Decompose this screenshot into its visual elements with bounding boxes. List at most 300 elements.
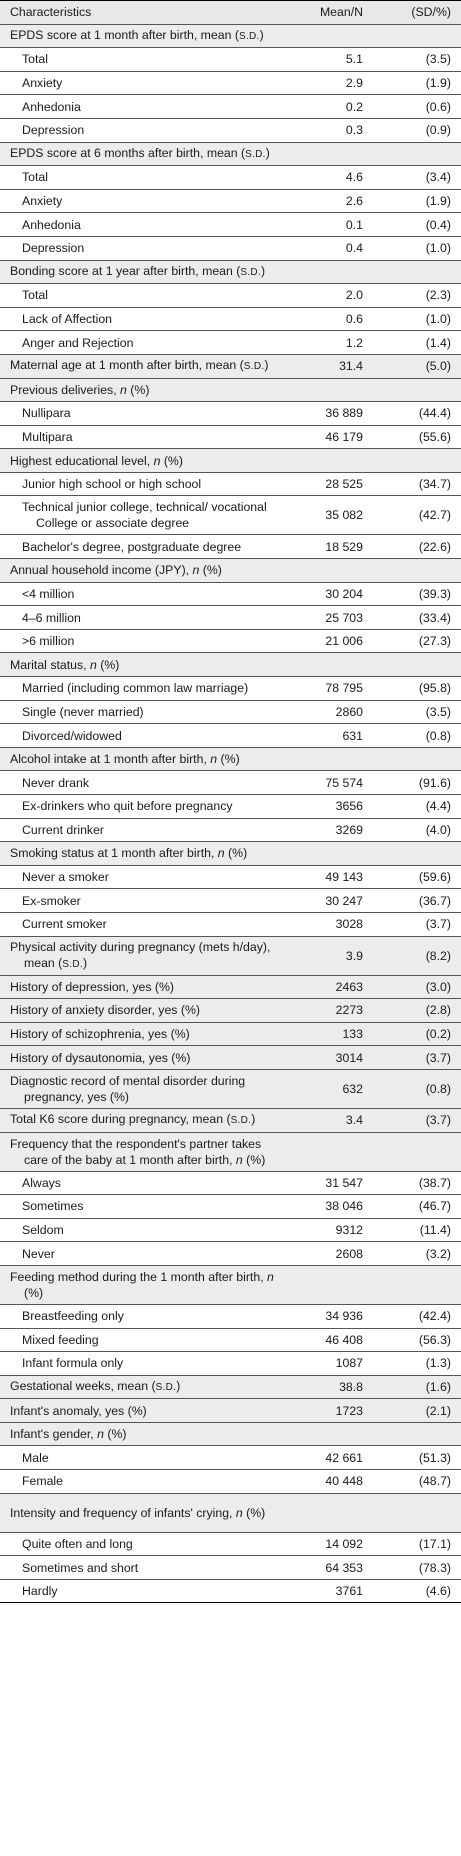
row-sd-percent <box>373 449 461 473</box>
row-mean-n: 25 703 <box>282 606 373 630</box>
row-mean-n <box>282 378 373 402</box>
row-label-text: History of depression, yes (%) <box>10 979 175 994</box>
row-label <box>0 1579 282 1603</box>
table-row <box>0 472 461 496</box>
row-sd-percent: (78.3) <box>373 1556 461 1580</box>
header-sd-percent: (SD/%) <box>373 1 461 25</box>
row-mean-n: 46 179 <box>282 425 373 449</box>
table-row <box>0 606 461 630</box>
row-label-text: Female <box>22 1474 64 1489</box>
row-label-text: Quite often and long <box>22 1536 133 1551</box>
row-label-text: Breastfeeding only <box>22 1309 124 1324</box>
row-label-text: Married (including common law marriage) <box>22 681 249 696</box>
row-sd-percent: (42.7) <box>373 496 461 535</box>
row-mean-n: 0.6 <box>282 307 373 331</box>
row-mean-n: 0.3 <box>282 118 373 142</box>
row-label-text: Depression <box>22 123 85 138</box>
table-row <box>0 166 461 190</box>
row-mean-n <box>282 653 373 677</box>
table-group-row <box>0 354 461 378</box>
row-label-text: Seldom <box>22 1223 64 1238</box>
row-label-text: Total <box>22 288 48 303</box>
row-mean-n: 3269 <box>282 818 373 842</box>
row-mean-n <box>282 1132 373 1171</box>
row-label-text: Maternal age at 1 month after birth, mean (S.D.) <box>10 358 269 373</box>
table-row <box>0 677 461 701</box>
row-label-text: 4–6 million <box>22 610 81 625</box>
row-sd-percent <box>373 842 461 866</box>
row-label-text: Always <box>22 1175 61 1190</box>
row-sd-percent: (5.0) <box>373 354 461 378</box>
table-row <box>0 331 461 355</box>
row-mean-n: 1.2 <box>282 331 373 355</box>
row-label-text: Never a smoker <box>22 870 109 885</box>
row-sd-percent: (0.9) <box>373 118 461 142</box>
table-group-row <box>0 747 461 771</box>
row-sd-percent: (48.7) <box>373 1470 461 1494</box>
row-mean-n: 3.9 <box>282 936 373 975</box>
row-mean-n: 1087 <box>282 1352 373 1376</box>
row-label <box>0 1422 282 1446</box>
row-sd-percent: (1.0) <box>373 236 461 260</box>
table-row <box>0 1470 461 1494</box>
row-label <box>0 1132 282 1171</box>
table-row <box>0 71 461 95</box>
row-label-text: Ex-drinkers who quit before pregnancy <box>22 799 233 814</box>
table-group-row <box>0 1108 461 1132</box>
row-label <box>0 331 282 355</box>
row-label <box>0 142 282 166</box>
row-label <box>0 1218 282 1242</box>
row-label <box>0 865 282 889</box>
row-label-text: Total <box>22 52 48 67</box>
row-mean-n: 31 547 <box>282 1171 373 1195</box>
row-sd-percent <box>373 559 461 583</box>
header-characteristics: Characteristics <box>0 1 282 25</box>
row-mean-n <box>282 24 373 48</box>
row-mean-n: 42 661 <box>282 1446 373 1470</box>
row-sd-percent <box>373 1493 461 1532</box>
row-label-text: EPDS score at 1 month after birth, mean (S.D.) <box>10 27 264 42</box>
table-row <box>0 700 461 724</box>
row-label-text: Anger and Rejection <box>22 335 134 350</box>
row-mean-n: 3761 <box>282 1579 373 1603</box>
row-mean-n: 5.1 <box>282 48 373 72</box>
row-sd-percent: (2.8) <box>373 999 461 1023</box>
row-label <box>0 1556 282 1580</box>
row-sd-percent: (3.4) <box>373 166 461 190</box>
row-mean-n: 0.2 <box>282 95 373 119</box>
table-group-row <box>0 449 461 473</box>
row-mean-n: 2.6 <box>282 189 373 213</box>
row-sd-percent <box>373 747 461 771</box>
row-mean-n <box>282 260 373 284</box>
row-mean-n: 78 795 <box>282 677 373 701</box>
row-label-text: Current smoker <box>22 917 107 932</box>
row-label-text: Mixed feeding <box>22 1332 99 1347</box>
row-label <box>0 1265 282 1304</box>
table-group-row <box>0 142 461 166</box>
row-sd-percent: (55.6) <box>373 425 461 449</box>
row-label-text: Previous deliveries, n (%) <box>10 382 150 397</box>
row-label-text: Male <box>22 1450 49 1465</box>
row-label <box>0 307 282 331</box>
table-row <box>0 582 461 606</box>
row-sd-percent: (0.2) <box>373 1022 461 1046</box>
row-label <box>0 912 282 936</box>
row-label-text: Marital status, n (%) <box>10 657 120 672</box>
table-group-row <box>0 936 461 975</box>
row-sd-percent: (3.7) <box>373 1108 461 1132</box>
row-sd-percent: (4.4) <box>373 795 461 819</box>
table-row <box>0 213 461 237</box>
row-label <box>0 936 282 975</box>
row-mean-n: 0.1 <box>282 213 373 237</box>
row-sd-percent: (44.4) <box>373 402 461 426</box>
row-label <box>0 535 282 559</box>
row-label <box>0 1171 282 1195</box>
row-sd-percent: (17.1) <box>373 1532 461 1556</box>
row-mean-n: 64 353 <box>282 1556 373 1580</box>
row-label-text: Current drinker <box>22 822 105 837</box>
row-sd-percent <box>373 24 461 48</box>
row-mean-n: 2860 <box>282 700 373 724</box>
row-label-text: Never drank <box>22 775 89 790</box>
table-row <box>0 307 461 331</box>
row-sd-percent: (3.5) <box>373 700 461 724</box>
row-sd-percent: (51.3) <box>373 1446 461 1470</box>
row-label <box>0 95 282 119</box>
row-label <box>0 582 282 606</box>
row-mean-n: 49 143 <box>282 865 373 889</box>
row-label <box>0 472 282 496</box>
row-label <box>0 1446 282 1470</box>
table-group-row <box>0 260 461 284</box>
table-row <box>0 535 461 559</box>
row-label-text: <4 million <box>22 586 75 601</box>
table-row <box>0 236 461 260</box>
row-label <box>0 842 282 866</box>
row-sd-percent: (1.4) <box>373 331 461 355</box>
row-mean-n: 36 889 <box>282 402 373 426</box>
row-label-text: Bonding score at 1 year after birth, mean (S.D.) <box>10 263 266 278</box>
row-sd-percent: (36.7) <box>373 889 461 913</box>
row-label <box>0 724 282 748</box>
table-row <box>0 95 461 119</box>
row-sd-percent <box>373 378 461 402</box>
row-label-text: Junior high school or high school <box>22 477 202 492</box>
row-sd-percent: (1.0) <box>373 307 461 331</box>
row-label <box>0 48 282 72</box>
row-sd-percent: (59.6) <box>373 865 461 889</box>
row-label-text: Feeding method during the 1 month after birth, n (%) <box>10 1269 274 1300</box>
row-sd-percent: (22.6) <box>373 535 461 559</box>
row-sd-percent: (42.4) <box>373 1304 461 1328</box>
row-label <box>0 1195 282 1219</box>
row-label-text: >6 million <box>22 634 75 649</box>
table-row <box>0 402 461 426</box>
table-row <box>0 818 461 842</box>
table-row <box>0 1556 461 1580</box>
table-row <box>0 1352 461 1376</box>
row-label <box>0 496 282 535</box>
table-row <box>0 284 461 308</box>
row-label-text: Ex-smoker <box>22 893 81 908</box>
row-label <box>0 1022 282 1046</box>
row-label-text: Technical junior college, technical/ vocational College or associate degree <box>22 500 267 531</box>
table-group-row <box>0 1422 461 1446</box>
row-label-text: Anhedonia <box>22 99 81 114</box>
row-sd-percent <box>373 1132 461 1171</box>
row-mean-n <box>282 1422 373 1446</box>
table-group-row <box>0 1046 461 1070</box>
row-sd-percent: (91.6) <box>373 771 461 795</box>
row-label <box>0 1352 282 1376</box>
row-sd-percent: (1.9) <box>373 71 461 95</box>
row-label <box>0 747 282 771</box>
row-sd-percent: (3.0) <box>373 975 461 999</box>
row-mean-n: 40 448 <box>282 1470 373 1494</box>
row-label-text: Nullipara <box>22 406 71 421</box>
table-row <box>0 912 461 936</box>
row-label-text: Annual household income (JPY), n (%) <box>10 563 222 578</box>
row-mean-n: 38.8 <box>282 1375 373 1399</box>
table-group-row <box>0 1022 461 1046</box>
row-label <box>0 1375 282 1399</box>
row-sd-percent <box>373 1265 461 1304</box>
row-label <box>0 795 282 819</box>
row-label-text: Total <box>22 170 48 185</box>
row-sd-percent: (39.3) <box>373 582 461 606</box>
row-sd-percent: (3.7) <box>373 1046 461 1070</box>
table-header-row <box>0 1 461 25</box>
row-sd-percent: (1.3) <box>373 1352 461 1376</box>
row-mean-n <box>282 1493 373 1532</box>
row-sd-percent <box>373 653 461 677</box>
table-group-row <box>0 1069 461 1108</box>
row-mean-n: 21 006 <box>282 629 373 653</box>
row-label <box>0 1108 282 1132</box>
row-label <box>0 1304 282 1328</box>
row-mean-n: 133 <box>282 1022 373 1046</box>
row-sd-percent: (0.8) <box>373 1069 461 1108</box>
table-row <box>0 1195 461 1219</box>
row-label <box>0 1069 282 1108</box>
row-mean-n <box>282 842 373 866</box>
row-label-text: Infant's gender, n (%) <box>10 1427 127 1442</box>
row-mean-n: 18 529 <box>282 535 373 559</box>
table-row <box>0 889 461 913</box>
row-sd-percent: (4.6) <box>373 1579 461 1603</box>
table-group-row <box>0 559 461 583</box>
row-mean-n: 46 408 <box>282 1328 373 1352</box>
row-label-text: Anxiety <box>22 76 63 91</box>
table-group-row <box>0 842 461 866</box>
row-label <box>0 1242 282 1266</box>
header-mean-n: Mean/N <box>282 1 373 25</box>
row-label <box>0 284 282 308</box>
row-label-text: Sometimes and short <box>22 1560 139 1575</box>
row-mean-n: 75 574 <box>282 771 373 795</box>
row-label-text: Never <box>22 1246 55 1261</box>
row-label-text: Divorced/widowed <box>22 728 122 743</box>
row-label <box>0 189 282 213</box>
row-sd-percent: (38.7) <box>373 1171 461 1195</box>
table-body <box>0 24 461 1603</box>
row-label <box>0 402 282 426</box>
row-sd-percent: (4.0) <box>373 818 461 842</box>
row-label <box>0 71 282 95</box>
row-sd-percent: (1.6) <box>373 1375 461 1399</box>
row-mean-n: 14 092 <box>282 1532 373 1556</box>
row-label <box>0 700 282 724</box>
row-sd-percent: (33.4) <box>373 606 461 630</box>
row-sd-percent <box>373 1422 461 1446</box>
row-label-text: Hardly <box>22 1584 58 1599</box>
row-label <box>0 354 282 378</box>
row-label-text: Lack of Affection <box>22 312 113 327</box>
table-row <box>0 48 461 72</box>
row-label <box>0 449 282 473</box>
row-mean-n: 632 <box>282 1069 373 1108</box>
table-row <box>0 1304 461 1328</box>
row-mean-n: 0.4 <box>282 236 373 260</box>
row-label <box>0 118 282 142</box>
row-mean-n: 3656 <box>282 795 373 819</box>
row-label <box>0 1399 282 1423</box>
row-label-text: Bachelor's degree, postgraduate degree <box>22 539 242 554</box>
row-sd-percent: (0.4) <box>373 213 461 237</box>
row-mean-n: 3028 <box>282 912 373 936</box>
table-group-row <box>0 1265 461 1304</box>
row-sd-percent: (3.5) <box>373 48 461 72</box>
row-mean-n: 4.6 <box>282 166 373 190</box>
row-sd-percent: (0.6) <box>373 95 461 119</box>
row-label <box>0 1046 282 1070</box>
row-label <box>0 425 282 449</box>
row-sd-percent: (3.7) <box>373 912 461 936</box>
row-label-text: Infant formula only <box>22 1356 124 1371</box>
row-label-text: Gestational weeks, mean (S.D.) <box>10 1378 181 1393</box>
row-label <box>0 1328 282 1352</box>
table-row <box>0 1579 461 1603</box>
row-label <box>0 24 282 48</box>
row-sd-percent <box>373 260 461 284</box>
table-group-row <box>0 1375 461 1399</box>
row-mean-n: 35 082 <box>282 496 373 535</box>
row-label-text: Depression <box>22 241 85 256</box>
row-label <box>0 559 282 583</box>
row-label <box>0 771 282 795</box>
row-mean-n: 2273 <box>282 999 373 1023</box>
row-label-text: Single (never married) <box>22 704 144 719</box>
row-sd-percent: (1.9) <box>373 189 461 213</box>
row-label <box>0 677 282 701</box>
row-mean-n: 30 247 <box>282 889 373 913</box>
row-mean-n: 9312 <box>282 1218 373 1242</box>
row-label <box>0 213 282 237</box>
row-mean-n <box>282 1265 373 1304</box>
table-row <box>0 865 461 889</box>
row-mean-n: 34 936 <box>282 1304 373 1328</box>
row-mean-n: 28 525 <box>282 472 373 496</box>
row-label <box>0 236 282 260</box>
row-mean-n <box>282 559 373 583</box>
row-label <box>0 889 282 913</box>
table-group-row <box>0 378 461 402</box>
row-sd-percent: (27.3) <box>373 629 461 653</box>
row-label <box>0 1532 282 1556</box>
table-row <box>0 724 461 748</box>
row-mean-n: 3.4 <box>282 1108 373 1132</box>
row-label <box>0 975 282 999</box>
table-row <box>0 496 461 535</box>
row-sd-percent: (3.2) <box>373 1242 461 1266</box>
row-mean-n: 38 046 <box>282 1195 373 1219</box>
row-sd-percent: (0.8) <box>373 724 461 748</box>
row-label <box>0 818 282 842</box>
row-label <box>0 653 282 677</box>
row-label-text: Highest educational level, n (%) <box>10 453 183 468</box>
table-group-row <box>0 1493 461 1532</box>
table-row <box>0 629 461 653</box>
row-sd-percent <box>373 142 461 166</box>
row-label-text: Smoking status at 1 month after birth, n (%) <box>10 846 248 861</box>
row-label-text: Total K6 score during pregnancy, mean (S.D.) <box>10 1112 256 1127</box>
table-group-row <box>0 1399 461 1423</box>
row-label-text: EPDS score at 6 months after birth, mean (S.D.) <box>10 145 270 160</box>
row-label-text: Intensity and frequency of infants' crying, n (%) <box>10 1505 266 1520</box>
row-sd-percent: (2.1) <box>373 1399 461 1423</box>
table-group-row <box>0 975 461 999</box>
row-label <box>0 378 282 402</box>
row-sd-percent: (46.7) <box>373 1195 461 1219</box>
row-label-text: Multipara <box>22 429 73 444</box>
row-label <box>0 1493 282 1532</box>
row-mean-n: 2608 <box>282 1242 373 1266</box>
row-mean-n: 2.9 <box>282 71 373 95</box>
table-group-row <box>0 999 461 1023</box>
table-row <box>0 425 461 449</box>
table-row <box>0 1532 461 1556</box>
row-mean-n: 1723 <box>282 1399 373 1423</box>
table-row <box>0 189 461 213</box>
row-label-text: Diagnostic record of mental disorder during pregnancy, yes (%) <box>10 1073 246 1104</box>
row-label-text: Sometimes <box>22 1199 84 1214</box>
row-sd-percent: (34.7) <box>373 472 461 496</box>
row-label-text: Frequency that the respondent's partner takes care of the baby at 1 month after birth, n (%) <box>10 1136 266 1167</box>
table-row <box>0 795 461 819</box>
table-group-row <box>0 1132 461 1171</box>
row-sd-percent: (2.3) <box>373 284 461 308</box>
row-label <box>0 1470 282 1494</box>
row-mean-n: 2.0 <box>282 284 373 308</box>
table-row <box>0 771 461 795</box>
table-group-row <box>0 24 461 48</box>
row-mean-n <box>282 449 373 473</box>
row-mean-n <box>282 747 373 771</box>
row-mean-n <box>282 142 373 166</box>
table-row <box>0 1446 461 1470</box>
row-mean-n: 2463 <box>282 975 373 999</box>
table-group-row <box>0 653 461 677</box>
row-sd-percent: (56.3) <box>373 1328 461 1352</box>
row-mean-n: 31.4 <box>282 354 373 378</box>
row-label-text: History of anxiety disorder, yes (%) <box>10 1003 200 1018</box>
row-label-text: History of schizophrenia, yes (%) <box>10 1027 190 1042</box>
table-row <box>0 1218 461 1242</box>
row-mean-n: 30 204 <box>282 582 373 606</box>
